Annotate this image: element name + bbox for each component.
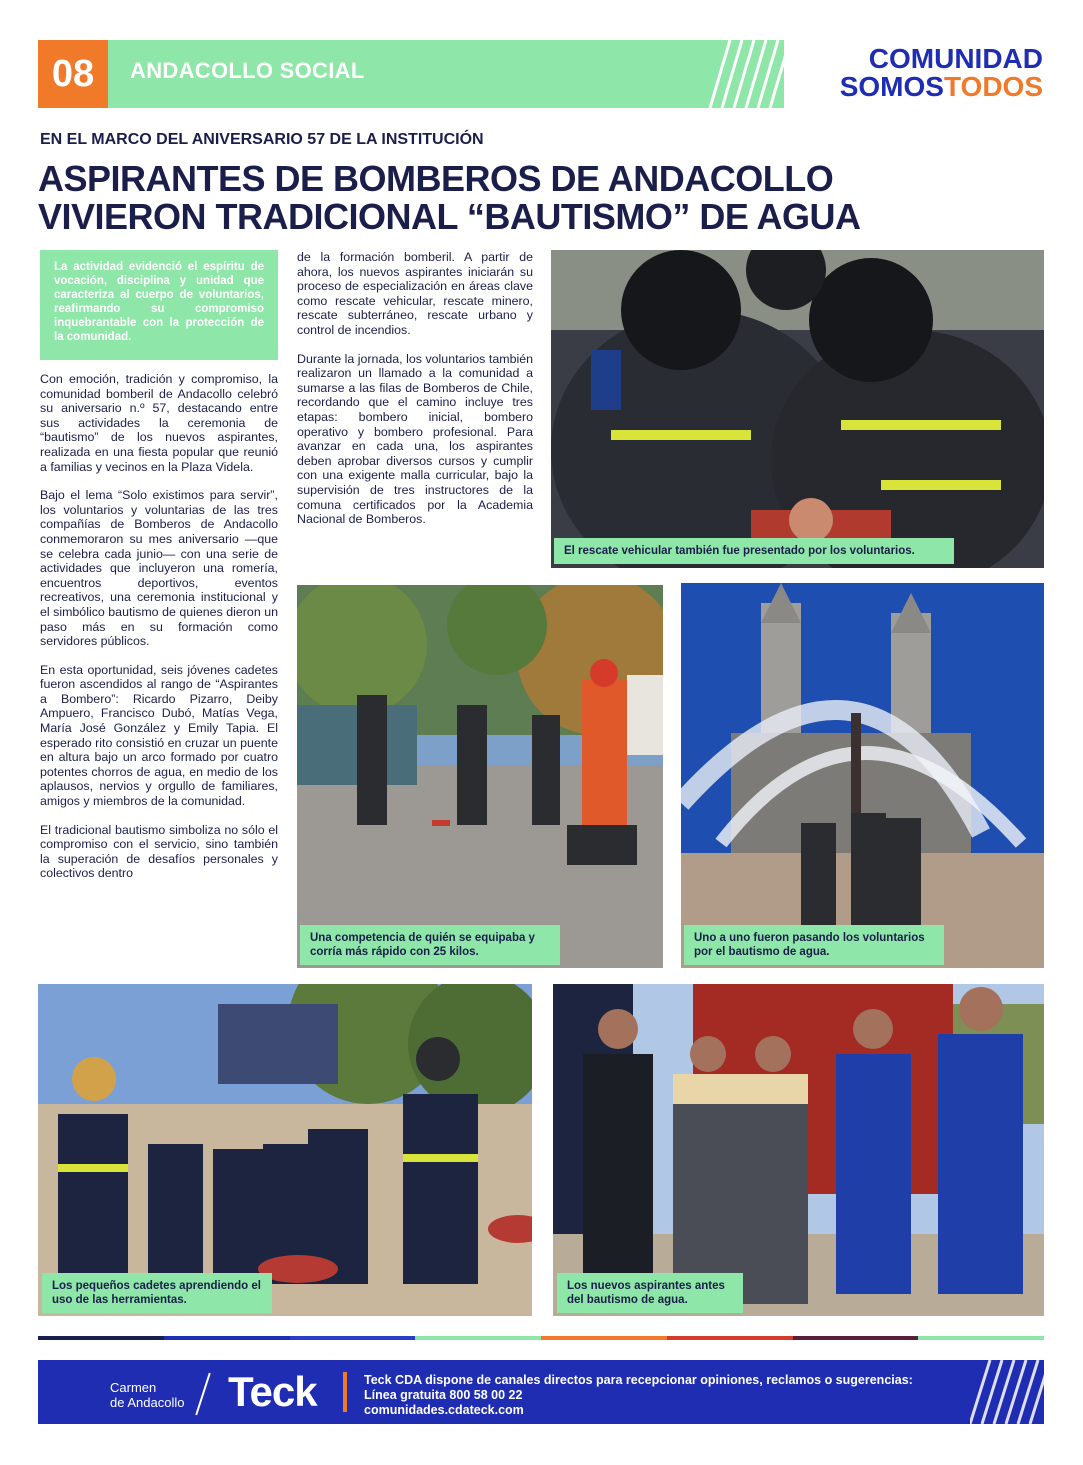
footer-accent-bar (343, 1372, 347, 1412)
teck-logo: Teck (228, 1368, 317, 1415)
footer-hotline: Línea gratuita 800 58 00 22 (364, 1388, 523, 1402)
caption-new-aspirants: Los nuevos aspirantes antes del bautismo de agua. (557, 1273, 743, 1313)
caption-vehicle-rescue: El rescate vehicular también fue presentado por los voluntarios. (554, 538, 954, 564)
headline-line-2: VIVIERON TRADICIONAL “BAUTISMO” DE AGUA (38, 196, 861, 237)
brand-todos: TODOS (943, 71, 1043, 102)
caption-equipment-race: Una competencia de quién se equipaba y corría más rápido con 25 kilos. (300, 925, 560, 965)
photo-equipment-race (297, 585, 663, 968)
article-lead: La actividad evidenció el espíritu de vocación, disciplina y unidad que caracteriza al cuerpo de voluntarios, reafirmando su compromiso inquebrantable con la protección de la comunidad. (40, 250, 278, 360)
photo-water-baptism (681, 583, 1044, 968)
body-column-2 (297, 250, 533, 541)
photo-cadets-tools (38, 984, 532, 1316)
article-headline (38, 160, 1048, 236)
caption-water-baptism: Uno a uno fueron pasando los voluntarios por el bautismo de agua. (684, 925, 944, 965)
brand-logo (840, 45, 1043, 101)
body-paragraph: En esta oportunidad, seis jóvenes cadetes fueron ascendidos al rango de “Aspirantes a Bombero”: Ricardo Pizarro, Deiby Ampuero, Francisco Dubó, Matías Vega, María José González y Emily Tapia. El esperado rito consistió en cruzar un puente en altura bajo un arco formado por cuatro potentes chorros de agua, en medio de los aplausos, nervios y orgullo de familiares, amigos y miembros de la comunidad. (40, 662, 278, 809)
footer-carmen-logo (110, 1380, 184, 1410)
body-paragraph: Durante la jornada, los voluntarios también realizaron un llamado a la comunidad a sumarse a las filas de Bomberos de Chile, recordando que el camino incluye tres etapas: bombero inicial, bombero operativo y bombero profesional. Para avanzar en cada una, los aspirantes deben aprobar diversos cursos y cumplir con una exigente malla curricular, bajo la supervisión de tres instructores de la comuna certificados por la Academia Nacional de Bomberos. (297, 351, 533, 527)
body-paragraph: El tradicional bautismo simboliza no sólo el compromiso con el servicio, sino también la superación de desafíos personales y colectivos dentro (40, 822, 278, 881)
body-paragraph: Bajo el lema “Solo existimos para servir”, los voluntarios y voluntarias de las tres compañías de Bomberos de Andacollo conmemoraron su mes aniversario —que se celebra cada junio— con una serie de actividades que incluyeron una romería, encuentros deportivos, eventos recreativos, una ceremonia institucional y el simbólico bautismo de quienes dieron un paso más en su formación como servidores públicos. (40, 488, 278, 649)
body-column-1 (40, 372, 278, 895)
footer-contact-line: Teck CDA dispone de canales directos para recepcionar opiniones, reclamos o sugerencias: (364, 1373, 913, 1387)
photo-vehicle-rescue (551, 250, 1044, 568)
brand-somos: SOMOS (839, 71, 944, 102)
headline-line-1: ASPIRANTES DE BOMBEROS DE ANDACOLLO (38, 158, 834, 199)
brand-line-2 (840, 73, 1043, 101)
article-kicker: EN EL MARCO DEL ANIVERSARIO 57 DE LA INSTITUCIÓN (40, 131, 484, 148)
section-title: ANDACOLLO SOCIAL (130, 58, 365, 83)
body-paragraph: de la formación bomberil. A partir de ahora, los nuevos aspirantes iniciarán su proceso de especialización en áreas clave como rescate vehicular, rescate minero, rescate subterráneo, rescate urbano y control de incendios. (297, 250, 533, 337)
footer-stripes-decoration (970, 1360, 1044, 1424)
header-stripes-decoration (700, 40, 784, 108)
brand-line-1: COMUNIDAD (868, 43, 1043, 74)
body-paragraph: Con emoción, tradición y compromiso, la comunidad bomberil de Andacollo celebró su aniversario n.º 57, destacando entre sus actividades la ceremonia de “bautismo” de los nuevos aspirantes, realizada en una fiesta popular que reunió a familias y vecinos en la Plaza Videla. (40, 372, 278, 474)
carmen-line-1: Carmen (110, 1380, 157, 1395)
footer-contact (364, 1373, 913, 1418)
footer-website[interactable]: comunidades.cdateck.com (364, 1403, 524, 1417)
photo-new-aspirants (553, 984, 1044, 1316)
caption-cadets-tools: Los pequeños cadetes aprendiendo el uso de las herramientas. (42, 1273, 272, 1313)
color-divider (38, 1336, 1044, 1340)
carmen-line-2: de Andacollo (110, 1395, 185, 1410)
page-number: 08 (38, 40, 108, 108)
